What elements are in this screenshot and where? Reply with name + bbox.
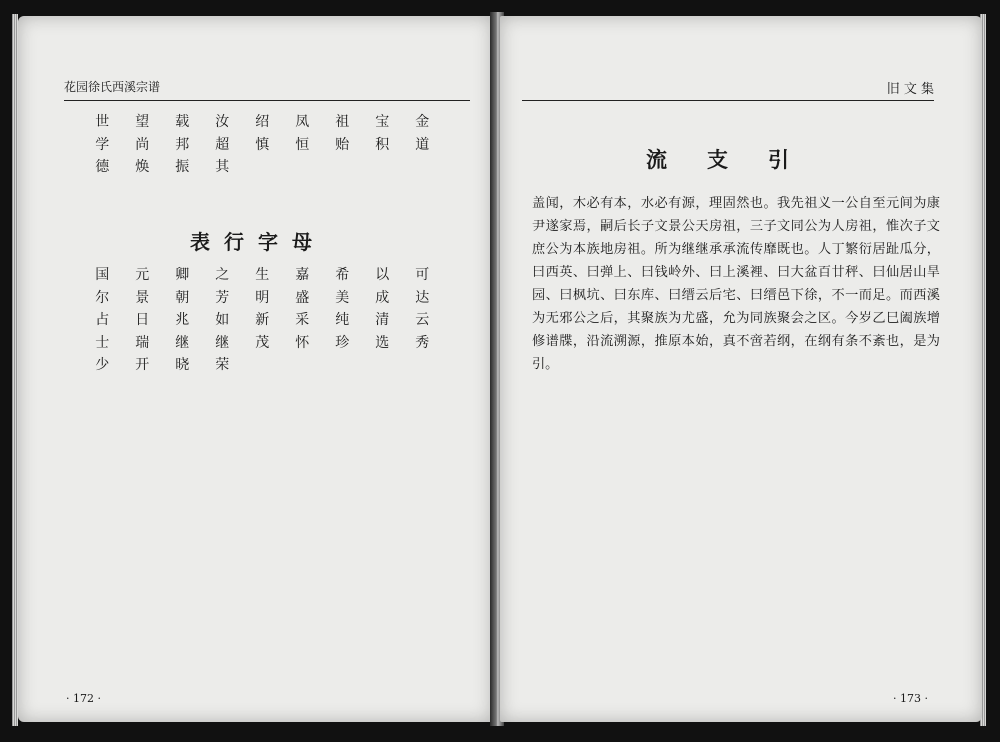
generation-character: 茂 [255,334,270,351]
generation-character: 占 [95,312,110,328]
top-grid-row [84,156,244,176]
generation-character: 道 [415,136,430,153]
generation-character: 芳 [215,289,230,306]
generation-character: 积 [375,136,390,153]
generation-character: 盛 [295,289,310,306]
body-text [532,192,940,376]
header-rule-left [64,100,470,101]
generation-character: 嘉 [295,267,310,283]
generation-character: 其 [215,159,230,175]
generation-character: 纯 [335,312,350,328]
generation-character: 之 [215,267,230,283]
generation-character: 少 [95,357,110,373]
bottom-grid-row [84,309,444,329]
generation-character: 凤 [295,114,310,130]
generation-character: 超 [215,136,230,153]
generation-character: 景 [135,289,150,306]
generation-character: 生 [255,267,270,283]
generation-character: 慎 [255,136,270,153]
generation-character: 恒 [295,136,310,153]
body-paragraph: 盖闻，木必有本，水必有源，理固然也。我先祖义一公自至元间为康尹遂家焉，嗣后长子文景公天房祖，三子文同公为人房祖，惟次子文庶公为本族地房祖。所为继继承承流传靡既也。人丁繁衍居趾瓜分，曰西英、曰弹上、曰钱岭外、曰上溪裡、曰大盆百廿秤、曰仙居山旱园、曰枫坑、曰东库、曰缙云后宅、曰缙邑下徐，不一而足。而西溪为无邪公之后，其聚族为尤盛，允为同族聚会之区。今岁乙巳阖族增修谱牒，沿流溯源，推原本始，真不啻若纲，在纲有条不紊也，是为引。 [532,196,940,372]
generation-character: 国 [95,267,110,283]
generation-character: 振 [175,159,190,175]
generation-character: 采 [295,312,310,328]
generation-character: 秀 [415,334,430,351]
generation-character: 金 [415,114,430,130]
right-page [500,16,982,722]
generation-character: 明 [255,289,270,306]
top-grid-row [84,111,444,131]
generation-character: 新 [255,312,270,328]
generation-character: 祖 [335,114,350,130]
generation-character: 日 [135,312,150,328]
generation-character: 选 [375,334,390,351]
generation-character: 焕 [135,159,150,175]
generation-character: 朝 [175,289,190,306]
generation-character: 望 [135,114,150,130]
generation-character: 继 [215,334,230,351]
bottom-grid-row [84,287,444,307]
bottom-grid-row [84,332,444,352]
generation-character: 兆 [175,312,190,328]
generation-character: 希 [335,267,350,283]
generation-character: 可 [415,267,430,283]
generation-character: 德 [95,159,110,175]
generation-character: 清 [375,312,390,328]
generation-character: 绍 [255,114,270,130]
generation-character: 荣 [215,357,230,373]
section-title-left: 表行字母 [190,230,326,254]
header-rule-right [522,100,934,101]
generation-character: 晓 [175,357,190,373]
generation-character: 美 [335,289,350,306]
generation-character: 贻 [335,136,350,153]
left-page [18,16,492,722]
generation-character: 邦 [175,136,190,153]
generation-character: 怀 [295,334,310,351]
generation-character: 珍 [335,334,350,351]
generation-character: 世 [95,114,110,130]
generation-character: 尚 [135,136,150,153]
generation-character: 卿 [175,267,190,283]
generation-character: 如 [215,312,230,328]
running-head-left: 花园徐氏西溪宗谱 [64,80,161,94]
top-grid-row [84,134,444,154]
generation-character: 开 [135,357,150,373]
generation-character: 继 [175,334,190,351]
generation-character: 士 [95,334,110,351]
page-number-left: · 172 · [66,692,101,705]
bottom-grid-row [84,264,444,284]
generation-character: 汝 [215,114,230,130]
running-head-right: 旧 文 集 [886,82,934,97]
generation-character: 成 [375,289,390,306]
generation-character: 云 [415,312,430,328]
generation-character: 瑞 [135,334,150,351]
page-number-right: · 173 · [893,692,928,705]
generation-character: 载 [175,114,190,130]
generation-character: 元 [135,267,150,283]
generation-character: 学 [95,136,110,153]
generation-character: 达 [415,289,430,306]
generation-character: 宝 [375,114,390,130]
section-title-right: 流支引 [646,147,829,172]
generation-character: 尔 [95,289,110,306]
generation-character: 以 [375,267,390,283]
bottom-grid-row [84,354,244,374]
